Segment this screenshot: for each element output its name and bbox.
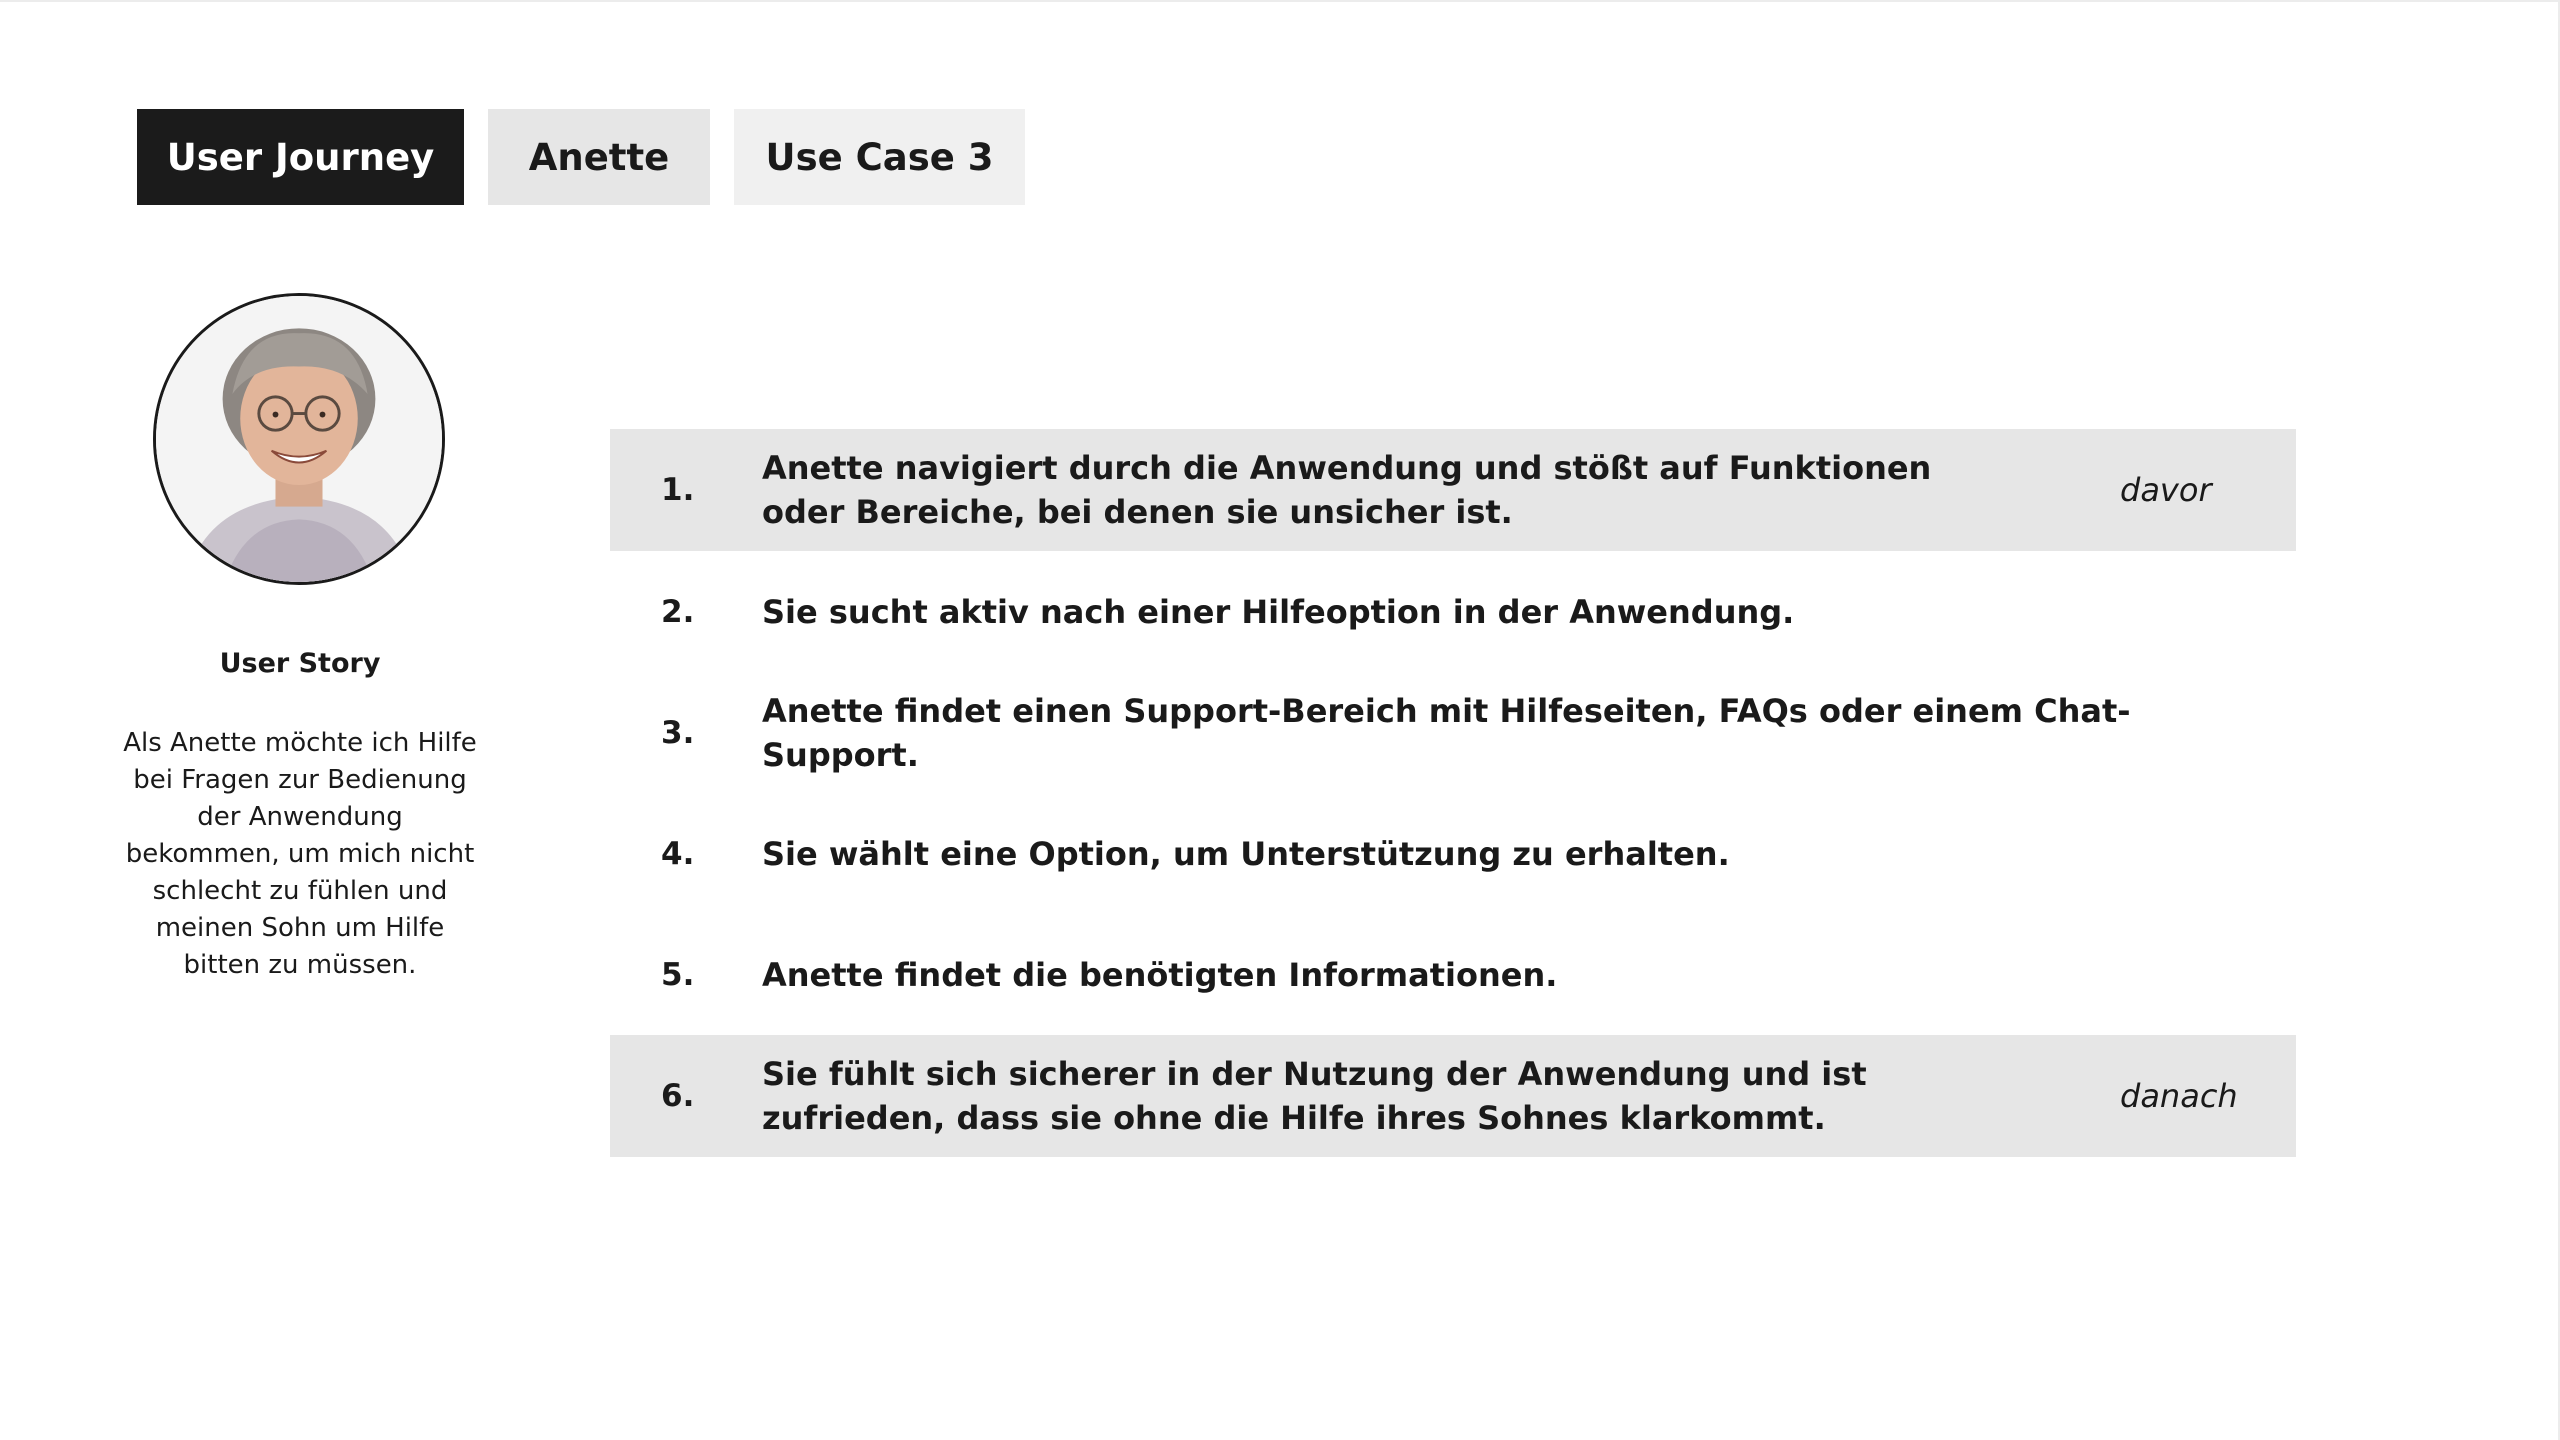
step-number: 4. bbox=[661, 835, 695, 872]
step-phase-label: davor bbox=[2120, 471, 2212, 509]
step-number: 5. bbox=[661, 956, 695, 993]
step-number: 1. bbox=[661, 472, 695, 508]
user-story-text: Als Anette möchte ich Hilfe bei Fragen zur Bedienung der Anwendung bekommen, um mich nicht schlecht zu fühlen und meinen Sohn um Hilfe bitten zu müssen. bbox=[123, 728, 477, 980]
step-number: 3. bbox=[661, 714, 695, 751]
tab-user-journey[interactable]: User Journey bbox=[137, 109, 464, 205]
step-text: Anette findet einen Support-Bereich mit Hilfeseiten, FAQs oder einem Chat-Support. bbox=[762, 691, 2131, 774]
top-divider bbox=[0, 0, 2560, 2]
step-row bbox=[610, 1035, 2296, 1157]
step-text: Sie sucht aktiv nach einer Hilfeoption in der Anwendung. bbox=[762, 592, 1795, 631]
tab-anette[interactable]: Anette bbox=[488, 109, 710, 205]
step-text: Anette findet die benötigten Informationen. bbox=[762, 955, 1558, 994]
step-text: Sie wählt eine Option, um Unterstützung zu erhalten. bbox=[762, 834, 1730, 873]
step-text: Sie fühlt sich sicherer in der Nutzung der Anwendung und ist zufrieden, dass sie ohne die Hilfe ihres Sohnes klarkommt. bbox=[762, 1055, 1867, 1137]
journey-steps bbox=[610, 429, 2296, 1157]
step-row bbox=[610, 914, 2296, 1035]
step-row bbox=[610, 551, 2296, 672]
tab-use-case-3[interactable]: Use Case 3 bbox=[734, 109, 1025, 205]
tab-bar bbox=[137, 109, 1025, 205]
step-number: 6. bbox=[661, 1078, 695, 1114]
avatar bbox=[153, 293, 445, 585]
step-row bbox=[610, 672, 2296, 793]
person-photo-icon bbox=[156, 296, 442, 582]
user-story-title: User Story bbox=[219, 648, 381, 679]
step-number: 2. bbox=[661, 593, 695, 630]
step-text: Anette navigiert durch die Anwendung und stößt auf Funktionen oder Bereiche, bei denen sie unsicher ist. bbox=[762, 449, 1932, 531]
step-row bbox=[610, 429, 2296, 551]
step-row bbox=[610, 793, 2296, 914]
step-phase-label: danach bbox=[2120, 1077, 2238, 1115]
